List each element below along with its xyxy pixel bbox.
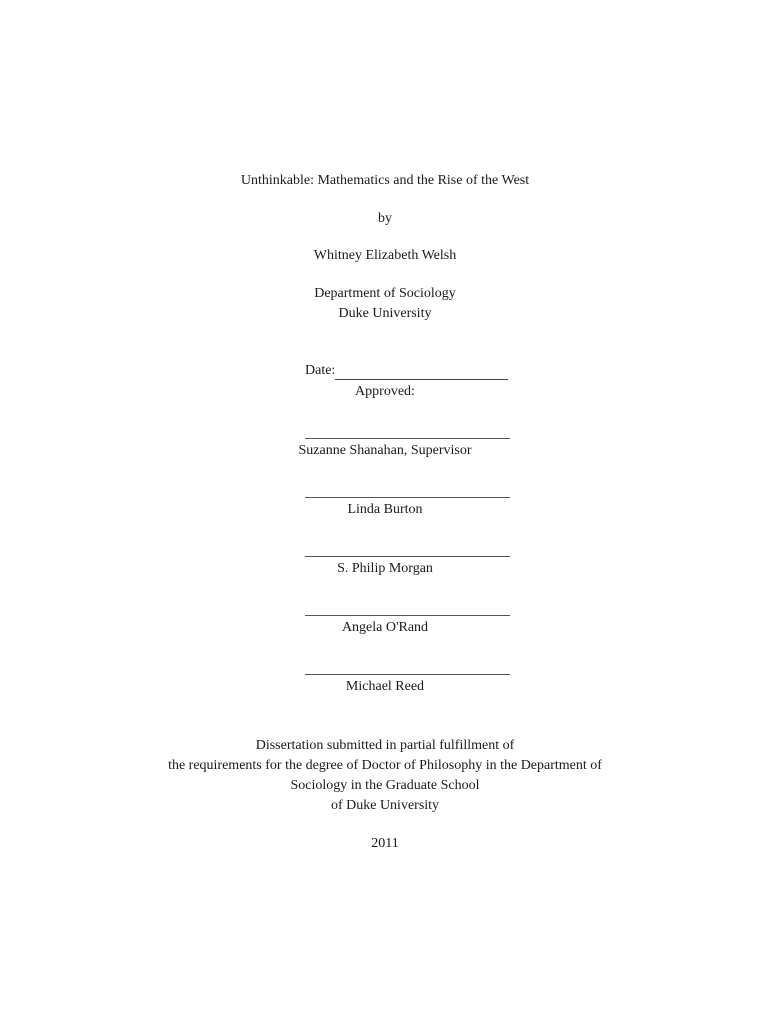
signature-line-3 (305, 556, 510, 557)
statement-line-4: of Duke University (330, 798, 440, 813)
date-label: Date: (305, 363, 336, 378)
signature-line-5 (305, 674, 510, 675)
committee-member-3: S. Philip Morgan (337, 561, 433, 576)
committee-member-4: Angela O'Rand (341, 620, 429, 635)
date-blank-line (335, 363, 508, 380)
approved-label: Approved: (355, 384, 415, 399)
statement-line-3: Sociology in the Graduate School (290, 778, 480, 793)
signature-line-1 (305, 438, 510, 439)
statement-line-1: Dissertation submitted in partial fulfillment of (255, 738, 515, 753)
signature-line-4 (305, 615, 510, 616)
university-name: Duke University (338, 306, 432, 321)
committee-member-1: Suzanne Shanahan, Supervisor (298, 443, 472, 458)
committee-member-2: Linda Burton (347, 502, 423, 517)
dissertation-title: Unthinkable: Mathematics and the Rise of the West (240, 173, 530, 188)
submission-year: 2011 (371, 836, 399, 851)
author-name: Whitney Elizabeth Welsh (313, 248, 457, 263)
date-field (305, 362, 508, 380)
statement-line-2: the requirements for the degree of Doctor of Philosophy in the Department of (168, 758, 602, 773)
by-line: by (378, 211, 392, 226)
committee-member-5: Michael Reed (345, 679, 425, 694)
signature-line-2 (305, 497, 510, 498)
department-name: Department of Sociology (314, 286, 456, 301)
